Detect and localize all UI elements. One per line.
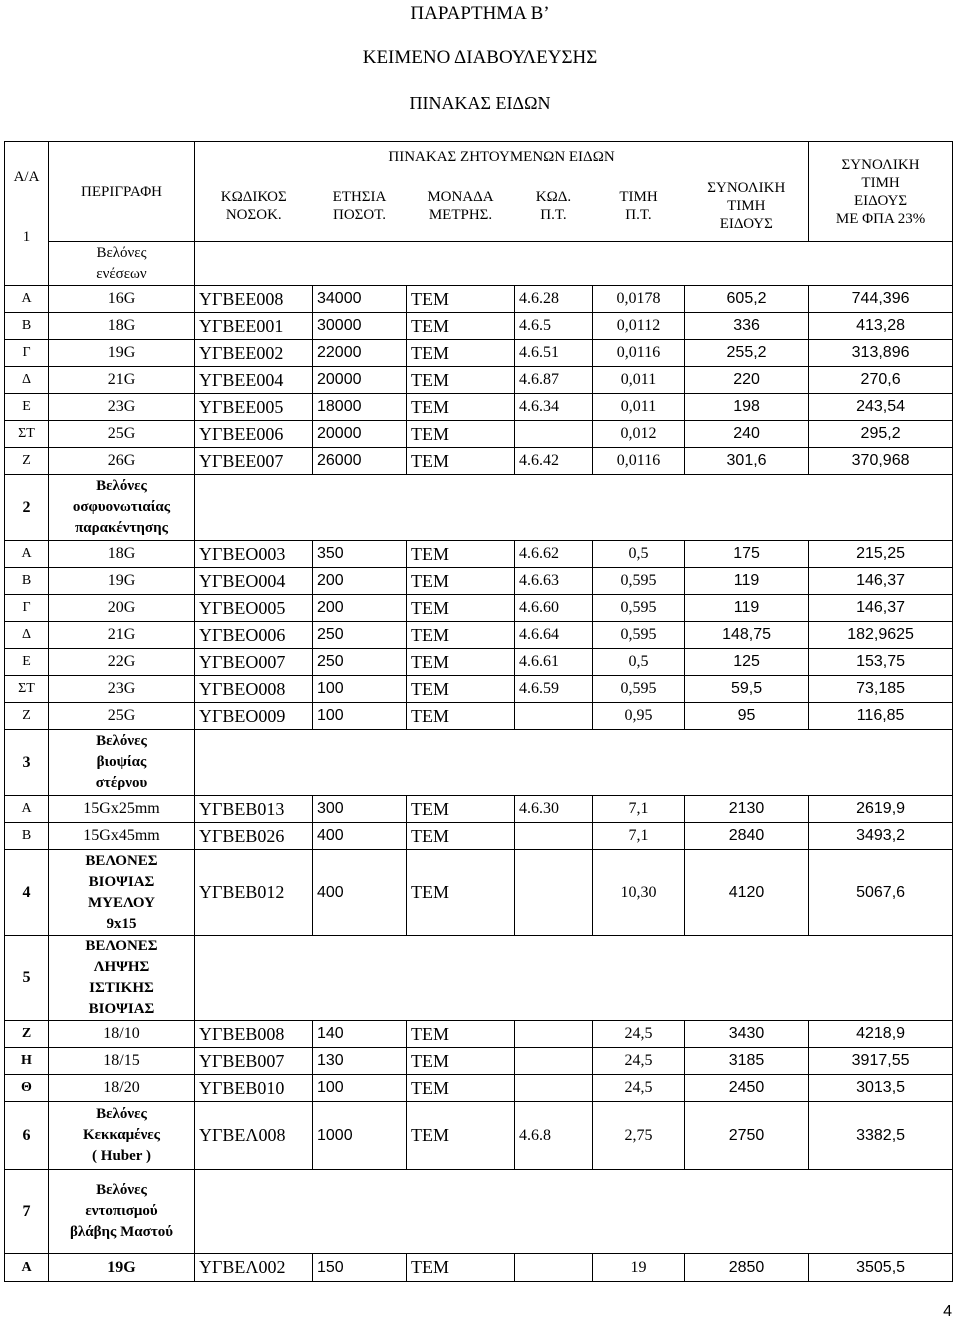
row-hospital-code: ΥΓΒΕΛ008 <box>195 1102 313 1170</box>
row-description: 22G <box>49 649 195 676</box>
table-row <box>5 1075 953 1102</box>
header-description: ΠΕΡΙΓΡΑΦΗ <box>49 142 195 242</box>
row-total-vat: 370,968 <box>809 448 953 475</box>
row-aa: Β <box>5 568 49 595</box>
row-pt-price: 0,0178 <box>593 286 685 313</box>
row-aa: Ε <box>5 394 49 421</box>
row-pt-code: 4.6.64 <box>515 622 593 649</box>
header-pt-code: ΚΩΔ. Π.Τ. <box>515 172 593 242</box>
row-pt-code: 4.6.62 <box>515 541 593 568</box>
row-description: 19G <box>49 1254 195 1282</box>
row-annual-qty: 400 <box>313 823 407 850</box>
table-row <box>5 394 953 421</box>
row-pt-code: 4.6.63 <box>515 568 593 595</box>
row-pt-price: 0,5 <box>593 649 685 676</box>
description-line: Κεκκαμένες <box>82 1127 161 1143</box>
row-total-price: 3185 <box>685 1048 809 1075</box>
table-row <box>5 1021 953 1048</box>
row-pt-code <box>515 421 593 448</box>
empty-cell <box>195 936 953 1021</box>
group-description <box>49 475 195 541</box>
row-aa: Α <box>5 541 49 568</box>
row-unit: ΤΕΜ <box>407 313 515 340</box>
row-annual-qty: 150 <box>313 1254 407 1282</box>
group-description <box>49 1170 195 1254</box>
table-row <box>5 367 953 394</box>
row-hospital-code: ΥΓΒΕΒ026 <box>195 823 313 850</box>
description-line: βιοψίας <box>96 754 147 770</box>
description-line: στέρνου <box>95 775 148 791</box>
row-total-price: 301,6 <box>685 448 809 475</box>
row-pt-code <box>515 703 593 730</box>
row-unit: ΤΕΜ <box>407 394 515 421</box>
row-unit: ΤΕΜ <box>407 541 515 568</box>
header-total-vat: ΣΥΝΟΛΙΚΗ ΤΙΜΗ ΕΙΔΟΥΣ ΜΕ ΦΠΑ 23% <box>809 142 953 242</box>
group-number: 1 <box>22 229 31 245</box>
row-description: 19G <box>49 340 195 367</box>
row-pt-price: 0,0116 <box>593 448 685 475</box>
description-line: Βελόνες <box>96 478 147 494</box>
group-number: 6 <box>5 1102 49 1170</box>
row-total-price: 175 <box>685 541 809 568</box>
row-pt-price: 0,595 <box>593 568 685 595</box>
row-unit: ΤΕΜ <box>407 595 515 622</box>
row-hospital-code: ΥΓΒΕΕ006 <box>195 421 313 448</box>
row-aa: Ζ <box>5 448 49 475</box>
row-description: 18/15 <box>49 1048 195 1075</box>
row-total-vat: 73,185 <box>809 676 953 703</box>
row-description: 18G <box>49 313 195 340</box>
row-aa: Β <box>5 313 49 340</box>
description-line: εντοπισμού <box>85 1203 158 1219</box>
row-aa: Δ <box>5 367 49 394</box>
row-pt-price: 24,5 <box>593 1021 685 1048</box>
empty-cell <box>195 242 953 286</box>
row-unit: ΤΕΜ <box>407 1048 515 1075</box>
row-total-vat: 3917,55 <box>809 1048 953 1075</box>
row-unit: ΤΕΜ <box>407 286 515 313</box>
group-number: 2 <box>5 475 49 541</box>
row-aa: Δ <box>5 622 49 649</box>
row-total-vat: 146,37 <box>809 568 953 595</box>
table-row <box>5 649 953 676</box>
row-unit: ΤΕΜ <box>407 1254 515 1282</box>
description-line: ΒΙΟΨΙΑΣ <box>88 1001 155 1017</box>
row-total-price: 125 <box>685 649 809 676</box>
row-total-price: 95 <box>685 703 809 730</box>
empty-cell <box>195 1170 953 1254</box>
row-unit: ΤΕΜ <box>407 1102 515 1170</box>
row-description: 25G <box>49 421 195 448</box>
row-hospital-code: ΥΓΒΕΛ002 <box>195 1254 313 1282</box>
row-hospital-code: ΥΓΒΕΟ009 <box>195 703 313 730</box>
row-aa: Θ <box>5 1075 49 1102</box>
row-description: 15Gx25mm <box>49 796 195 823</box>
row-total-vat: 3493,2 <box>809 823 953 850</box>
row-hospital-code: ΥΓΒΕΒ012 <box>195 850 313 936</box>
header-annual-qty: ΕΤΗΣΙΑ ΠΟΣΟΤ. <box>313 172 407 242</box>
row-hospital-code: ΥΓΒΕΕ007 <box>195 448 313 475</box>
row-total-price: 2750 <box>685 1102 809 1170</box>
row-unit: ΤΕΜ <box>407 421 515 448</box>
group-description <box>49 1102 195 1170</box>
row-description: 26G <box>49 448 195 475</box>
row-aa: Γ <box>5 595 49 622</box>
row-total-vat: 2619,9 <box>809 796 953 823</box>
table-row <box>5 568 953 595</box>
description-line: ΙΣΤΙΚΗΣ <box>89 980 154 996</box>
row-pt-code <box>515 1254 593 1282</box>
table-row <box>5 541 953 568</box>
row-pt-price: 10,30 <box>593 850 685 936</box>
row-annual-qty: 350 <box>313 541 407 568</box>
group-header-row <box>5 242 953 286</box>
table-row <box>5 676 953 703</box>
row-hospital-code: ΥΓΒΕΕ004 <box>195 367 313 394</box>
row-total-price: 605,2 <box>685 286 809 313</box>
row-description: 21G <box>49 367 195 394</box>
row-hospital-code: ΥΓΒΕΕ005 <box>195 394 313 421</box>
row-annual-qty: 300 <box>313 796 407 823</box>
row-hospital-code: ΥΓΒΕΟ004 <box>195 568 313 595</box>
row-annual-qty: 100 <box>313 1075 407 1102</box>
row-description: 20G <box>49 595 195 622</box>
row-description: 15Gx45mm <box>49 823 195 850</box>
row-total-vat: 4218,9 <box>809 1021 953 1048</box>
row-total-vat: 3505,5 <box>809 1254 953 1282</box>
row-total-vat: 116,85 <box>809 703 953 730</box>
row-total-vat: 413,28 <box>809 313 953 340</box>
table-row <box>5 595 953 622</box>
row-aa: Α <box>5 286 49 313</box>
row-pt-code: 4.6.8 <box>515 1102 593 1170</box>
description-line: ΜΥΕΛΟΥ <box>88 894 155 911</box>
row-hospital-code: ΥΓΒΕΟ003 <box>195 541 313 568</box>
row-aa: Α <box>5 796 49 823</box>
row-description: 18/10 <box>49 1021 195 1048</box>
description-line: ΒΕΛΟΝΕΣ <box>85 938 158 954</box>
group-number: 4 <box>5 850 49 936</box>
row-aa: Ζ <box>5 1021 49 1048</box>
group-number: 7 <box>5 1170 49 1254</box>
description-line: 9x15 <box>106 915 137 932</box>
row-total-vat: 3013,5 <box>809 1075 953 1102</box>
row-annual-qty: 200 <box>313 568 407 595</box>
row-pt-price: 7,1 <box>593 796 685 823</box>
header-hospital-code: ΚΩΔΙΚΟΣ ΝΟΣΟΚ. <box>195 172 313 242</box>
table-row <box>5 823 953 850</box>
row-total-vat: 3382,5 <box>809 1102 953 1170</box>
row-unit: ΤΕΜ <box>407 676 515 703</box>
row-pt-code: 4.6.51 <box>515 340 593 367</box>
group-description <box>49 730 195 796</box>
row-aa: Η <box>5 1048 49 1075</box>
row-pt-code: 4.6.28 <box>515 286 593 313</box>
description-line: ( Huber ) <box>92 1148 151 1164</box>
row-aa: Β <box>5 823 49 850</box>
row-total-vat: 313,896 <box>809 340 953 367</box>
row-annual-qty: 250 <box>313 622 407 649</box>
row-pt-price: 0,5 <box>593 541 685 568</box>
header-row-group <box>5 142 953 172</box>
row-description: 18/20 <box>49 1075 195 1102</box>
row-unit: ΤΕΜ <box>407 649 515 676</box>
description-line: Βελόνες <box>96 244 147 261</box>
row-annual-qty: 200 <box>313 595 407 622</box>
group-number: 5 <box>5 936 49 1021</box>
row-description: 19G <box>49 568 195 595</box>
row-annual-qty: 400 <box>313 850 407 936</box>
row-total-vat: 295,2 <box>809 421 953 448</box>
group-header-row <box>5 936 953 1021</box>
description-line: ενέσεων <box>96 265 147 282</box>
row-annual-qty: 100 <box>313 703 407 730</box>
header-unit: ΜΟΝΑΔΑ ΜΕΤΡΗΣ. <box>407 172 515 242</box>
row-hospital-code: ΥΓΒΕΟ005 <box>195 595 313 622</box>
row-total-price: 255,2 <box>685 340 809 367</box>
row-hospital-code: ΥΓΒΕΕ008 <box>195 286 313 313</box>
row-hospital-code: ΥΓΒΕΟ008 <box>195 676 313 703</box>
row-pt-code: 4.6.60 <box>515 595 593 622</box>
row-annual-qty: 22000 <box>313 340 407 367</box>
row-unit: ΤΕΜ <box>407 340 515 367</box>
header-aa-label: Α/Α <box>13 169 40 185</box>
row-aa: Γ <box>5 340 49 367</box>
table-row <box>5 1102 953 1170</box>
row-description: 23G <box>49 394 195 421</box>
description-line: Βελόνες <box>96 733 147 749</box>
row-pt-price: 24,5 <box>593 1075 685 1102</box>
row-annual-qty: 100 <box>313 676 407 703</box>
table-row <box>5 286 953 313</box>
table-row <box>5 1254 953 1282</box>
row-pt-price: 0,011 <box>593 394 685 421</box>
table-row <box>5 703 953 730</box>
group-header-row <box>5 730 953 796</box>
row-description: 25G <box>49 703 195 730</box>
row-pt-code <box>515 1075 593 1102</box>
table-row <box>5 796 953 823</box>
row-pt-code: 4.6.34 <box>515 394 593 421</box>
row-pt-price: 0,95 <box>593 703 685 730</box>
group-description <box>49 936 195 1021</box>
row-unit: ΤΕΜ <box>407 622 515 649</box>
row-hospital-code: ΥΓΒΕΕ001 <box>195 313 313 340</box>
row-hospital-code: ΥΓΒΕΒ013 <box>195 796 313 823</box>
table-title: ΠΙΝΑΚΑΣ ΕΙΔΩΝ <box>409 93 551 113</box>
description-line: ΒΙΟΨΙΑΣ <box>88 873 155 890</box>
row-total-price: 119 <box>685 595 809 622</box>
row-total-price: 4120 <box>685 850 809 936</box>
row-aa: Ε <box>5 649 49 676</box>
row-unit: ΤΕΜ <box>407 568 515 595</box>
description-line: οσφυονωτιαίας <box>72 499 171 515</box>
consultation-title: ΚΕΙΜΕΝΟ ΔΙΑΒΟΥΛΕΥΣΗΣ <box>362 47 598 68</box>
header-total-price: ΣΥΝΟΛΙΚΗ ΤΙΜΗ ΕΙΔΟΥΣ <box>685 172 809 242</box>
row-pt-code <box>515 850 593 936</box>
row-pt-code: 4.6.59 <box>515 676 593 703</box>
row-total-price: 198 <box>685 394 809 421</box>
row-total-vat: 744,396 <box>809 286 953 313</box>
row-total-price: 2130 <box>685 796 809 823</box>
group-description <box>49 850 195 936</box>
row-annual-qty: 130 <box>313 1048 407 1075</box>
row-unit: ΤΕΜ <box>407 823 515 850</box>
row-pt-price: 24,5 <box>593 1048 685 1075</box>
row-pt-price: 2,75 <box>593 1102 685 1170</box>
row-annual-qty: 20000 <box>313 367 407 394</box>
group-header-row <box>5 475 953 541</box>
row-pt-code <box>515 1048 593 1075</box>
row-aa: ΣΤ <box>5 421 49 448</box>
row-total-price: 2450 <box>685 1075 809 1102</box>
row-total-vat: 146,37 <box>809 595 953 622</box>
table-row <box>5 313 953 340</box>
row-aa: ΣΤ <box>5 676 49 703</box>
row-total-vat: 153,75 <box>809 649 953 676</box>
row-pt-code <box>515 1021 593 1048</box>
row-pt-price: 0,595 <box>593 622 685 649</box>
row-annual-qty: 250 <box>313 649 407 676</box>
row-description: 18G <box>49 541 195 568</box>
row-total-vat: 215,25 <box>809 541 953 568</box>
group-number: 3 <box>5 730 49 796</box>
row-unit: ΤΕΜ <box>407 1075 515 1102</box>
row-total-price: 3430 <box>685 1021 809 1048</box>
row-unit: ΤΕΜ <box>407 1021 515 1048</box>
row-hospital-code: ΥΓΒΕΟ007 <box>195 649 313 676</box>
row-hospital-code: ΥΓΒΕΒ008 <box>195 1021 313 1048</box>
description-line: Βελόνες <box>96 1106 147 1122</box>
row-annual-qty: 34000 <box>313 286 407 313</box>
row-total-price: 240 <box>685 421 809 448</box>
row-pt-code: 4.6.87 <box>515 367 593 394</box>
table-row <box>5 850 953 936</box>
row-pt-price: 0,0116 <box>593 340 685 367</box>
row-total-price: 220 <box>685 367 809 394</box>
row-description: 16G <box>49 286 195 313</box>
row-total-price: 119 <box>685 568 809 595</box>
row-total-price: 336 <box>685 313 809 340</box>
row-pt-code: 4.6.5 <box>515 313 593 340</box>
description-line: ΒΕΛΟΝΕΣ <box>85 852 158 869</box>
row-pt-code: 4.6.42 <box>515 448 593 475</box>
table-row <box>5 421 953 448</box>
row-description: 21G <box>49 622 195 649</box>
group-description <box>49 242 195 286</box>
empty-cell <box>195 730 953 796</box>
description-line: παρακέντησης <box>75 520 168 536</box>
items-table <box>4 141 953 1282</box>
row-aa: Α <box>5 1254 49 1282</box>
header-group: ΠΙΝΑΚΑΣ ΖΗΤΟΥΜΕΝΩΝ ΕΙΔΩΝ <box>195 142 809 172</box>
row-annual-qty: 20000 <box>313 421 407 448</box>
row-total-price: 59,5 <box>685 676 809 703</box>
table-row <box>5 448 953 475</box>
empty-cell <box>195 475 953 541</box>
row-pt-price: 0,595 <box>593 595 685 622</box>
row-total-price: 148,75 <box>685 622 809 649</box>
row-unit: ΤΕΜ <box>407 796 515 823</box>
row-unit: ΤΕΜ <box>407 367 515 394</box>
row-pt-code: 4.6.61 <box>515 649 593 676</box>
table-row <box>5 1048 953 1075</box>
description-line: βλάβης Μαστού <box>69 1224 174 1240</box>
description-line: Βελόνες <box>96 1182 147 1198</box>
row-pt-price: 0,0112 <box>593 313 685 340</box>
row-pt-code: 4.6.30 <box>515 796 593 823</box>
row-annual-qty: 18000 <box>313 394 407 421</box>
row-hospital-code: ΥΓΒΕΒ010 <box>195 1075 313 1102</box>
row-total-vat: 243,54 <box>809 394 953 421</box>
table-row <box>5 340 953 367</box>
header-pt-price: ΤΙΜΗ Π.Τ. <box>593 172 685 242</box>
row-unit: ΤΕΜ <box>407 850 515 936</box>
row-hospital-code: ΥΓΒΕΟ006 <box>195 622 313 649</box>
row-pt-price: 0,012 <box>593 421 685 448</box>
row-total-vat: 182,9625 <box>809 622 953 649</box>
header-aa <box>5 142 49 286</box>
row-total-price: 2840 <box>685 823 809 850</box>
row-annual-qty: 30000 <box>313 313 407 340</box>
row-pt-price: 0,011 <box>593 367 685 394</box>
row-aa: Ζ <box>5 703 49 730</box>
row-annual-qty: 1000 <box>313 1102 407 1170</box>
appendix-title: ΠΑΡΑΡΤΗΜΑ Β’ <box>410 3 550 24</box>
group-header-row <box>5 1170 953 1254</box>
row-description: 23G <box>49 676 195 703</box>
row-total-vat: 270,6 <box>809 367 953 394</box>
table-row <box>5 622 953 649</box>
row-total-price: 2850 <box>685 1254 809 1282</box>
row-annual-qty: 26000 <box>313 448 407 475</box>
row-pt-price: 7,1 <box>593 823 685 850</box>
row-hospital-code: ΥΓΒΕΕ002 <box>195 340 313 367</box>
row-pt-code <box>515 823 593 850</box>
row-hospital-code: ΥΓΒΕΒ007 <box>195 1048 313 1075</box>
row-unit: ΤΕΜ <box>407 703 515 730</box>
row-annual-qty: 140 <box>313 1021 407 1048</box>
row-total-vat: 5067,6 <box>809 850 953 936</box>
page-number: 4 <box>943 1303 952 1320</box>
row-pt-price: 0,595 <box>593 676 685 703</box>
row-pt-price: 19 <box>593 1254 685 1282</box>
row-unit: ΤΕΜ <box>407 448 515 475</box>
description-line: ΛΗΨΗΣ <box>93 959 150 975</box>
